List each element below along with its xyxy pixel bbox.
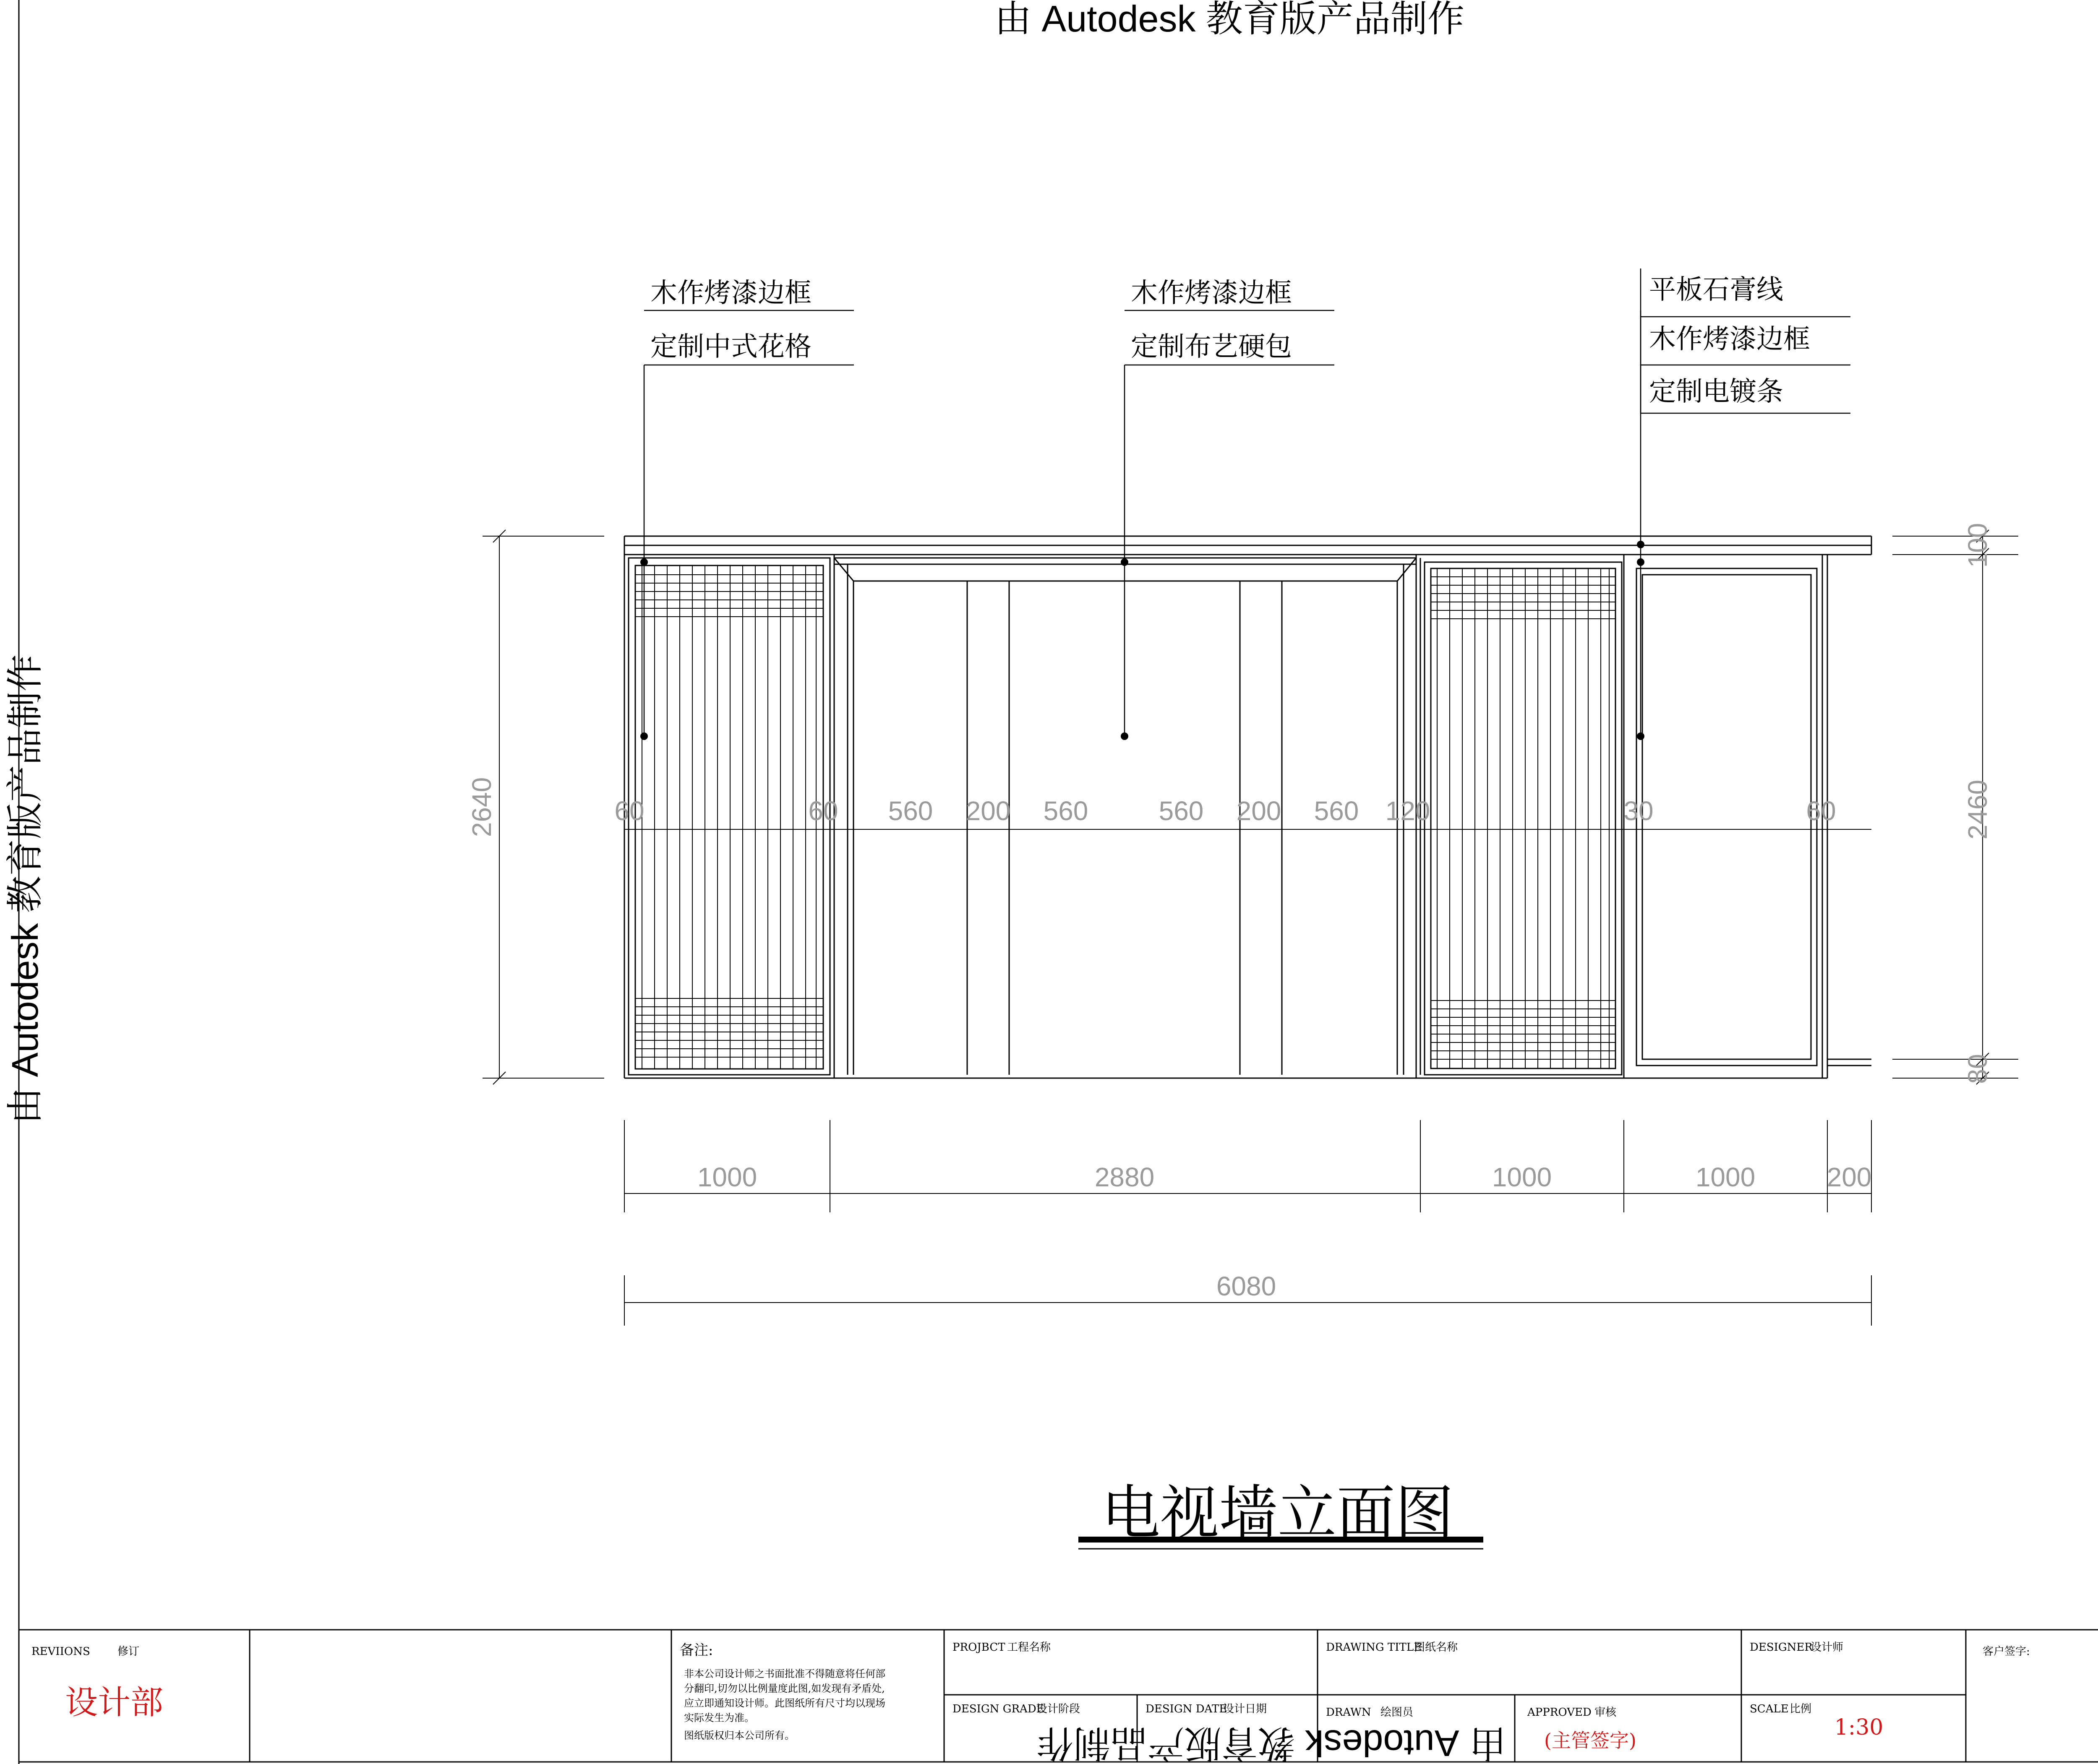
tb-approved-label: APPROVED [1527,1706,1592,1719]
tb-design-grade-cn: 设计阶段 [1036,1703,1080,1715]
tb-drawn-cn: 绘图员 [1380,1706,1414,1719]
dim-right-height-bottom: 80 [1962,1054,1993,1084]
dim-detail-7: 200 [1236,796,1281,826]
dimension-lines [483,530,2018,1326]
right-lattice [1431,568,1615,1068]
dim-bottom-4: 1000 [1695,1162,1756,1192]
tb-design-grade-label: DESIGN GRADE [952,1703,1044,1715]
dim-detail-1: 60 [614,796,645,826]
dim-detail-3: 560 [888,796,933,826]
dim-detail-6: 560 [1159,796,1204,826]
tb-design-date-label: DESIGN DATE [1146,1703,1227,1715]
tb-designer-label: DESIGNER [1750,1641,1813,1654]
dim-detail-4: 200 [965,796,1011,826]
dim-detail-10: 30 [1623,796,1654,826]
callout-labels [650,274,1810,407]
callout-3-line-3: 定制电镀条 [1649,376,1783,407]
callout-2-line-2: 定制布艺硬包 [1131,331,1292,362]
tb-revisions-label: REVIIONS [31,1645,90,1658]
dim-detail-11: 60 [1806,796,1836,826]
dim-bottom-3: 1000 [1492,1162,1552,1192]
tb-design-date-cn: 设计日期 [1223,1703,1267,1715]
tb-scale-cn: 比例 [1790,1703,1812,1715]
watermark-top: 由 Autodesk 教育版产品制作 [994,0,1464,39]
watermark-bottom: 由 Autodesk 教育版产品制作 [1036,1722,1506,1764]
callout-3-line-1: 平板石膏线 [1649,274,1783,305]
tb-designer-cn: 设计师 [1811,1641,1844,1654]
dim-detail-5: 560 [1043,796,1088,826]
watermark-left: 由 Autodesk 教育版产品制作 [4,654,46,1124]
tb-department: 设计部 [65,1684,164,1722]
tb-approved-cn: 审核 [1594,1706,1617,1719]
callout-3-line-2: 木作烤漆边框 [1649,324,1810,355]
dim-bottom-2: 2880 [1094,1162,1155,1192]
tb-project-label: PROJBCT [952,1641,1005,1654]
tb-notes-line-4: 实际发生为准。 [684,1712,754,1724]
dim-detail-2: 60 [808,796,838,826]
tb-approved-value: (主管签字) [1544,1729,1636,1752]
tb-scale-value: 1:30 [1834,1715,1884,1740]
tb-notes-line-5: 图纸版权归本公司所有。 [684,1730,795,1741]
tb-drawing-title-cn: 图纸名称 [1414,1641,1458,1654]
tb-notes-line-3: 应立即通知设计师。此图纸所有尺寸均以现场 [684,1697,885,1709]
tb-project-cn: 工程名称 [1007,1641,1051,1654]
drawing-title: 电视墙立面图 [1101,1479,1454,1548]
callout-1-line-1: 木作烤漆边框 [650,278,812,309]
tb-revisions-cn: 修订 [117,1645,140,1658]
tb-drawing-title-label: DRAWING TITLE [1326,1641,1422,1654]
dim-bottom-5: 200 [1827,1162,1872,1192]
dim-right-height-top: 100 [1962,523,1993,568]
dimension-texts [467,523,1993,1301]
dim-right-height-mid: 2460 [1962,779,1993,840]
callout-2-line-1: 木作烤漆边框 [1131,278,1292,309]
left-lattice [635,565,823,1069]
tb-client-sign-label: 客户签字: [1983,1645,2030,1658]
dim-bottom-1: 1000 [697,1162,757,1192]
callout-dots [640,541,1644,740]
dim-overall-height: 2640 [467,777,497,837]
tb-notes-label: 备注: [680,1642,713,1659]
tb-notes-line-1: 非本公司设计师之书面批准不得随意将任何部 [684,1668,885,1680]
tb-drawn-label: DRAWN [1326,1706,1371,1719]
tb-notes-line-2: 分翻印,切勿以比例量度此图,如发现有矛盾处, [684,1683,885,1694]
sheet-border [19,0,2098,1764]
dim-overall-width: 6080 [1216,1271,1276,1301]
callout-1-line-2: 定制中式花格 [650,331,812,362]
dim-detail-8: 560 [1314,796,1359,826]
dim-detail-9: 120 [1385,796,1430,826]
tb-scale-label: SCALE [1750,1703,1789,1715]
